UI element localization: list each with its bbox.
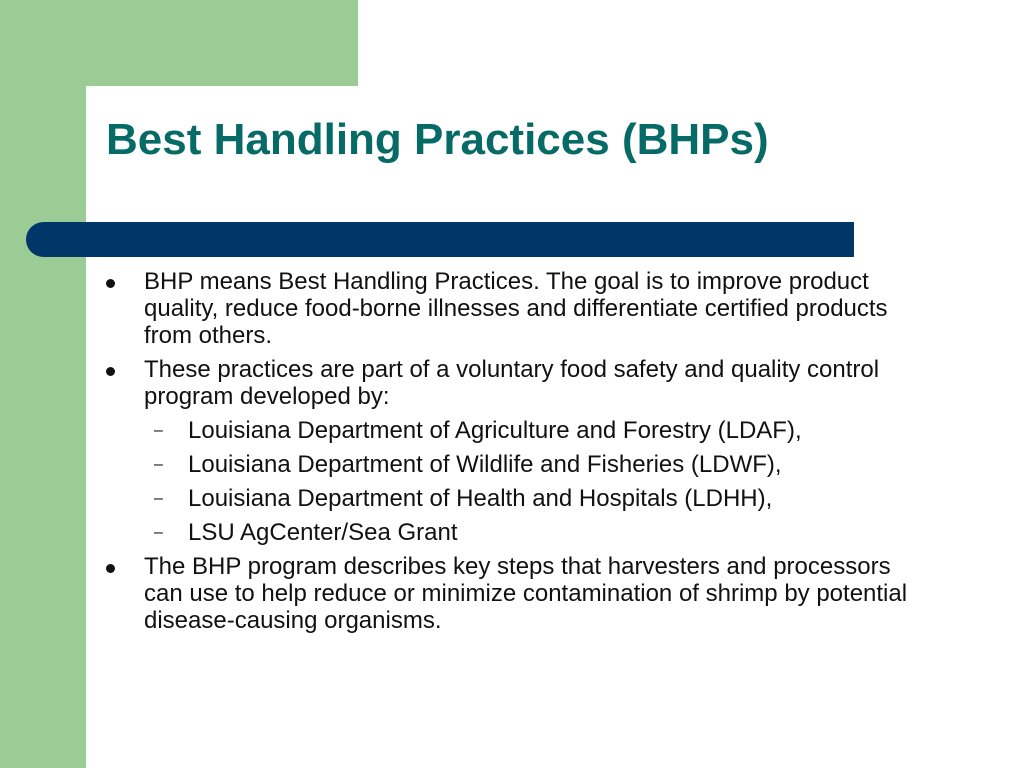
green-side-band (0, 0, 86, 768)
sub-bullet-text: LSU AgCenter/Sea Grant (188, 519, 458, 546)
sub-bullet-item (144, 451, 934, 478)
bullet-text: The BHP program describes key steps that harvesters and processors can use to help reduce or minimize contamination of shrimp by potential disease-causing organisms. (144, 553, 908, 634)
dash-icon: – (154, 456, 163, 473)
sub-bullet-list (144, 417, 934, 546)
title-divider-bar (26, 222, 854, 257)
sub-bullet-text: Louisiana Department of Agriculture and Forestry (LDAF), (188, 417, 802, 444)
bullet-text: BHP means Best Handling Practices. The goal is to improve product quality, reduce food-borne illnesses and differentiate certified products from others. (144, 268, 888, 349)
bullet-text: These practices are part of a voluntary food safety and quality control program developed by: (144, 356, 880, 410)
dash-icon: – (154, 524, 163, 541)
sub-bullet-item (144, 519, 934, 546)
green-top-band (0, 0, 358, 86)
dash-icon: – (154, 422, 163, 439)
sub-bullet-item (144, 485, 934, 512)
sub-bullet-text: Louisiana Department of Health and Hospitals (LDHH), (188, 485, 773, 512)
bullet-item (104, 356, 934, 546)
bullet-dot-icon (106, 279, 115, 288)
bullet-dot-icon (106, 367, 115, 376)
sub-bullet-text: Louisiana Department of Wildlife and Fisheries (LDWF), (188, 451, 782, 478)
bullet-item (104, 553, 934, 634)
bullet-item (104, 268, 934, 349)
bullet-list (104, 268, 934, 641)
slide-title: Best Handling Practices (BHPs) (106, 115, 769, 164)
dash-icon: – (154, 490, 163, 507)
sub-bullet-item (144, 417, 934, 444)
bullet-dot-icon (106, 564, 115, 573)
